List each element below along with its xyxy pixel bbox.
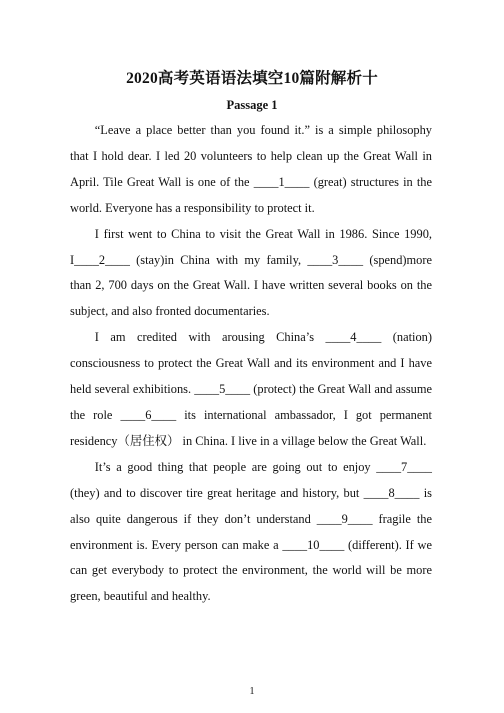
paragraph: It’s a good thing that people are going out to enjoy ____7____ (they) and to discover tire great heritage and history, but ____8____ is also quite dangerous if they don’t understand ____9____ fragile the environment is. Every person can make a ____10____ (different). If we can get everybody to protect the environment, the world will be more green, beautiful and healthy.	[70, 459, 432, 604]
passage-body	[70, 118, 432, 610]
paragraph: “Leave a place better than you found it.” is a simple philosophy that I hold dear. I led 20 volunteers to help clean up the Great Wall in April. Tile Great Wall is one of the ____1____ (great) structures in the world. Everyone has a responsibility to protect it.	[70, 123, 432, 215]
passage-title: Passage 1	[226, 98, 278, 112]
document-title: 2020高考英语语法填空10篇附解析十	[126, 70, 378, 87]
page-number: 1	[249, 686, 255, 697]
paragraph: I am credited with arousing China’s ____4____ (nation) consciousness to protect the Great Wall and its environment and I have held several exhibitions. ____5____ (protect) the Great Wall and assume the role ____6____ its international ambassador, I got permanent residency（居住权） in China. I live in a village below the Great Wall.	[70, 330, 432, 448]
paragraph: I first went to China to visit the Great Wall in 1986. Since 1990, I____2____ (stay)in China with my family, ____3____ (spend)more than 2, 700 days on the Great Wall. I have written several books on the subject, and also fronted documentaries.	[70, 226, 432, 319]
